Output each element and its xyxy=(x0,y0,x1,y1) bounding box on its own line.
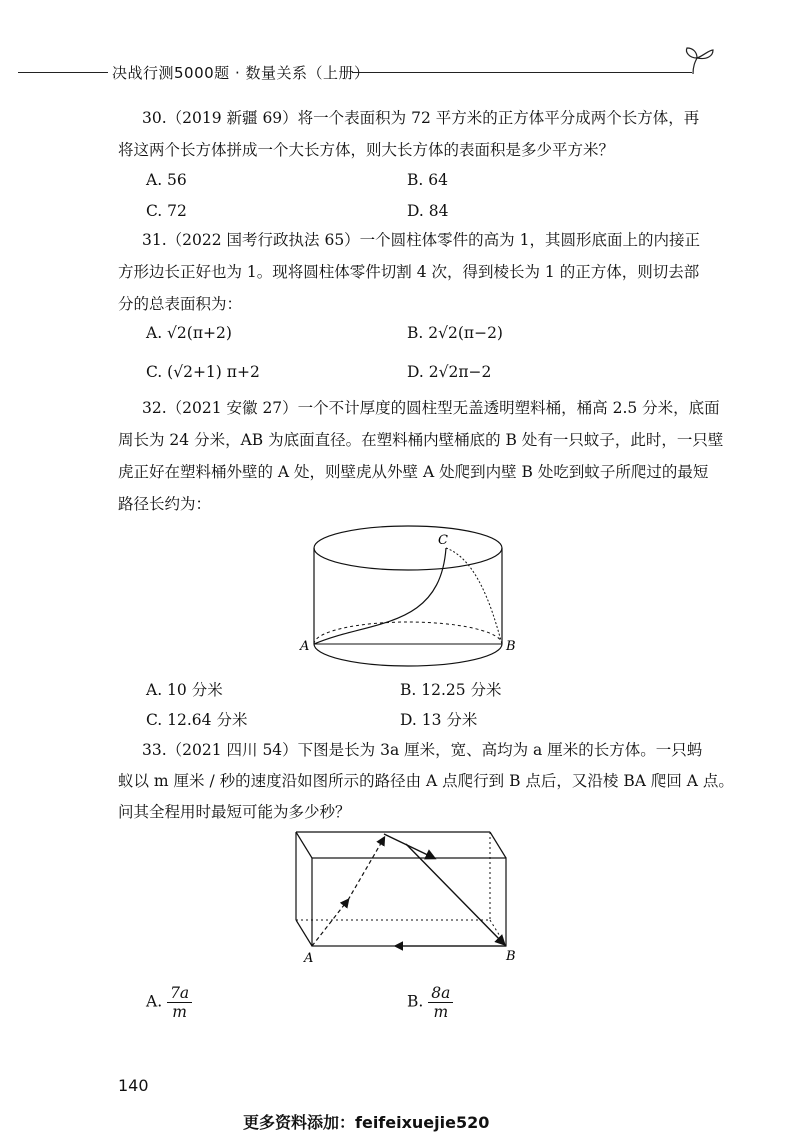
cylinder-bottom-front xyxy=(314,644,502,666)
label-c: C xyxy=(438,533,448,548)
q30-option-c: C. 72 xyxy=(146,202,187,220)
q32-line-4: 路径长约为： xyxy=(118,495,212,513)
q30-option-d: D. 84 xyxy=(407,202,449,220)
q33-option-a xyxy=(146,984,192,1021)
q31-option-b: B. 2√2(π−2) xyxy=(407,324,503,342)
q33-option-a-denominator: m xyxy=(172,1003,187,1021)
q32-option-b: B. 12.25 分米 xyxy=(400,681,502,699)
q33-line-3: 问其全程用时最短可能为多少秒？ xyxy=(118,803,351,821)
label-b: B xyxy=(506,949,516,964)
q32-option-a: A. 10 分米 xyxy=(146,681,223,699)
q32-option-d: D. 13 分米 xyxy=(400,711,478,729)
q33-option-b-prefix: B. xyxy=(407,992,424,1011)
q31-option-d: D. 2√2π−2 xyxy=(407,363,492,381)
q33-option-b-fraction xyxy=(428,984,453,1021)
q33-option-b-numerator: 8a xyxy=(428,984,453,1003)
cuboid-top-left-edge xyxy=(296,832,312,858)
cuboid-back-right-edge xyxy=(490,832,506,858)
q30-option-b: B. 64 xyxy=(407,171,448,189)
q33-option-b-denominator: m xyxy=(433,1003,449,1021)
label-b: B xyxy=(506,639,516,654)
q31-option-c: C. (√2+1) π+2 xyxy=(146,363,260,381)
header-rule-right xyxy=(352,72,692,73)
q33-option-a-numerator: 7a xyxy=(167,984,192,1003)
leaf-icon xyxy=(683,44,719,78)
q31-line-3: 分的总表面积为： xyxy=(118,295,243,313)
ant-path-up xyxy=(312,900,348,946)
q31-line-2: 方形边长正好也为 1。现将圆柱体零件切割 4 次，得到棱长为 1 的正方体，则切去部 xyxy=(118,263,700,281)
label-a: A xyxy=(304,951,314,966)
cylinder-bottom-back xyxy=(314,622,502,644)
q30-line-2: 将这两个长方体拼成一个大长方体，则大长方体的表面积是多少平方米？ xyxy=(118,141,615,159)
outer-path-ac xyxy=(314,548,446,644)
q32-option-c: C. 12.64 分米 xyxy=(146,711,248,729)
q31-option-a: A. √2(π+2) xyxy=(146,324,232,342)
q32-line-1: 32.（2021 安徽 27）一个不计厚度的圆柱型无盖透明塑料桶，桶高 2.5 分米，底面 xyxy=(142,399,720,417)
footer-note: 更多资料添加：feifeixuejie520 xyxy=(243,1113,490,1132)
cuboid-left-bottom-edge xyxy=(296,920,312,946)
cylinder-figure xyxy=(290,520,530,670)
header-rule-left xyxy=(18,72,110,73)
q33-option-b xyxy=(407,984,453,1021)
q33-line-2: 蚁以 m 厘米 / 秒的速度沿如图所示的路径由 A 点爬行到 B 点后，又沿棱 BA 爬回 A 点。 xyxy=(118,772,734,790)
header-title: 决战行测5000题 · 数量关系（上册） xyxy=(108,62,373,83)
ant-path-down xyxy=(406,844,504,944)
q31-line-1: 31.（2022 国考行政执法 65）一个圆柱体零件的高为 1，其圆形底面上的内接正 xyxy=(142,231,700,249)
cuboid-figure xyxy=(288,826,528,966)
q33-line-1: 33.（2021 四川 54）下图是长为 3a 厘米，宽、高均为 a 厘米的长方体。一只蚂 xyxy=(142,741,703,759)
inner-path-cb xyxy=(446,548,502,644)
q32-line-3: 虎正好在塑料桶外壁的 A 处，则壁虎从外壁 A 处爬到内壁 B 处吃到蚊子所爬过的最短 xyxy=(118,463,709,481)
q30-option-a: A. 56 xyxy=(146,171,187,189)
ant-path-up-2 xyxy=(348,838,384,900)
q33-option-a-fraction xyxy=(167,984,192,1021)
cuboid-front-face xyxy=(312,858,506,946)
q30-line-1: 30.（2019 新疆 69）将一个表面积为 72 平方米的正方体平分成两个长方体，再 xyxy=(142,109,700,127)
q33-option-a-prefix: A. xyxy=(146,992,163,1011)
label-a: A xyxy=(300,639,310,654)
ant-path-top xyxy=(384,834,434,858)
q32-line-2: 周长为 24 分米，AB 为底面直径。在塑料桶内壁桶底的 B 处有一只蚊子，此时，一只壁 xyxy=(118,431,724,449)
cylinder-top-ellipse xyxy=(314,526,502,570)
page-number: 140 xyxy=(118,1076,149,1095)
